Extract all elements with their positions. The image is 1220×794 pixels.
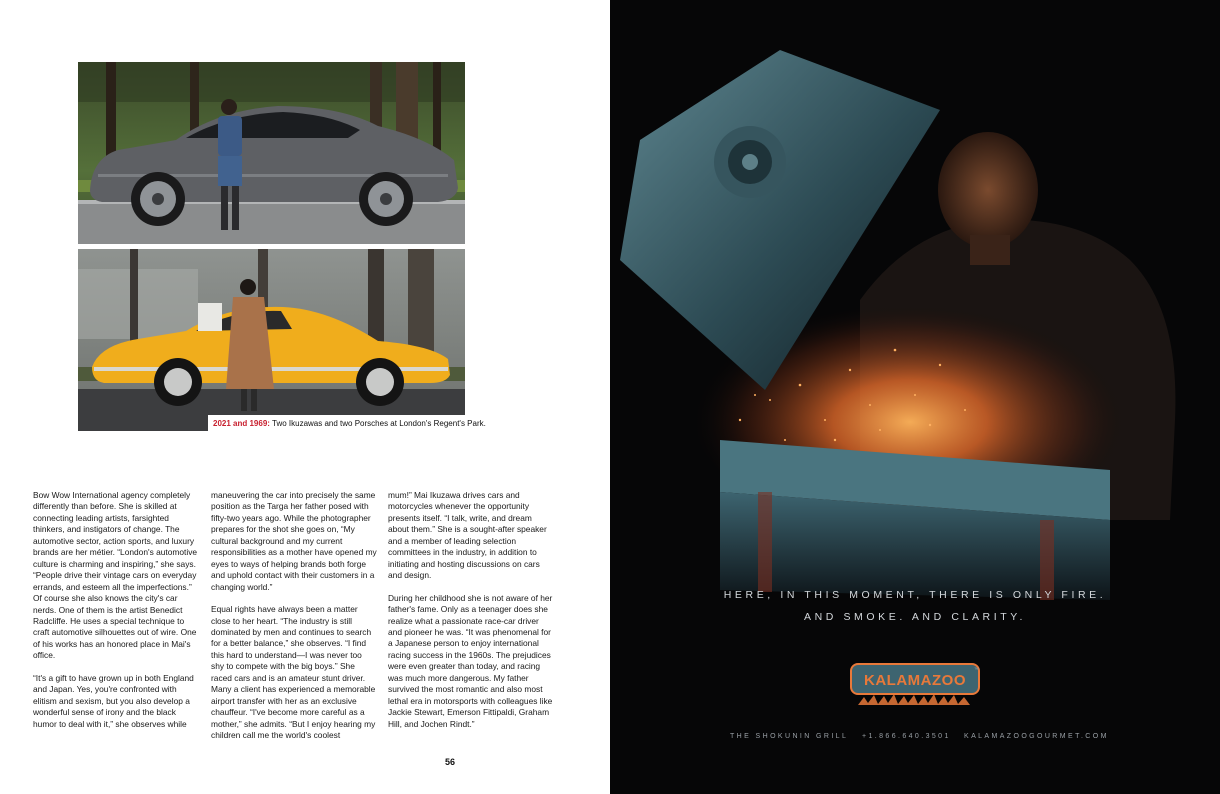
- paragraph: Bow Wow International agency completely differently than before. She is skilled at connecting leading artists, farsighted thinkers, and instigators of change. The automotive sector, action sports, and luxury brands are her métier. “London's automotive culture is charming and inspiring,” she says. “People drive their vintage cars on everyday errands, and esteem all the imperfections.” Of course she also knows the city's car nerds. One of them is the artist Benedict Radcliffe. He uses a special technique to craft automotive silhouettes out of wire. One of his works has an honored place in Mai's office.: [33, 490, 198, 661]
- ad-product-name: THE SHOKUNIN GRILL: [730, 733, 849, 740]
- photo-caption: [208, 415, 486, 432]
- paragraph: mum!” Mai Ikuzawa drives cars and motorcycles whenever the opportunity presents itself. “I talk, write, and dream about them.” She is a sought-after speaker and a member of leading selection committees in the industry, in addition to initiating and hosting discussions on cars and design.: [388, 490, 547, 581]
- text-column-1: [33, 490, 199, 741]
- logo-wordmark: KALAMAZOO: [864, 672, 966, 689]
- photo-modern-car: [78, 62, 465, 244]
- photo-vintage-car: [78, 249, 465, 431]
- flame-icon: [858, 694, 970, 705]
- kalamazoo-logo: [848, 661, 982, 711]
- text-column-2: [211, 490, 377, 753]
- ad-tagline-2: AND SMOKE. AND CLARITY.: [803, 611, 1027, 623]
- advertisement-page: [610, 0, 1220, 794]
- svg-text:™: ™: [974, 667, 979, 673]
- paragraph: maneuvering the car into precisely the same position as the Targa her father posed with fifty-two years ago. While the photographer prepares for the shot she goes on, “My cultural background and my current responsibilities as a mother have opened my eyes to ways of helping brands both forge and uphold contact with their customers in a changing world.”: [211, 490, 377, 592]
- caption-accent: 2021 and 1969:: [213, 419, 270, 428]
- ad-website: KALAMAZOOGOURMET.COM: [964, 733, 1109, 740]
- ad-phone: +1.866.640.3501: [862, 733, 951, 740]
- caption-text: Two Ikuzawas and two Porsches at London's Regent's Park.: [269, 419, 486, 428]
- ad-tagline-1: HERE, IN THIS MOMENT, THERE IS ONLY FIRE.: [723, 589, 1107, 601]
- page-number: 56: [445, 757, 456, 767]
- paragraph: Equal rights have always been a matter close to her heart. “The industry is still dominated by men and continues to search for a better balance,” she observes. “I find this hard to understand—I was never too shy to compete with the big boys.” She raced cars and is an amateur stunt driver. Many a client has experienced a memorable airport transfer with her as an exclusive chauffeur. “I've become more careful as a mother,” she admits. “But I enjoy hearing my children call me the world's coolest: [211, 604, 376, 741]
- paragraph: During her childhood she is not aware of her father's fame. Only as a teenager does she realize what a passionate race-car driver and pioneer he was. “It was phenomenal for a Japanese person to enjoy international racing success in the 1960s. The prejudices were even greater than today, and racing was much more dangerous. My father survived the most romantic and also most lethal era in motorsports with colleagues like Jackie Stewart, Emerson Fittipaldi, Graham Hill, and Jochen Rindt.”: [388, 592, 553, 729]
- text-column-3: [388, 490, 554, 741]
- paragraph: “It's a gift to have grown up in both England and Japan. Yes, you're confronted with elitism and sexism, but you also develop a wonderful sense of irony and the black humor to deal with it,” she observes while: [33, 672, 194, 729]
